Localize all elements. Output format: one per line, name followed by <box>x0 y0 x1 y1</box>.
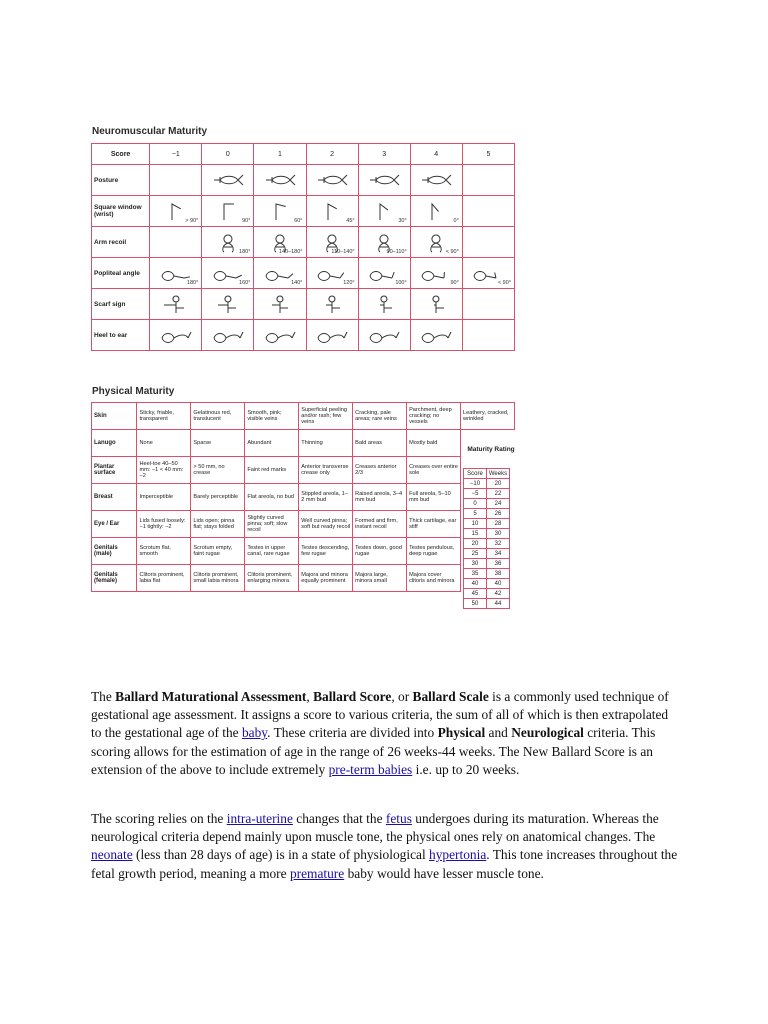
term-neurological: Neurological <box>511 725 584 741</box>
link-neonate[interactable]: neonate <box>91 847 133 863</box>
nm-row-label: Heel to ear <box>92 320 150 351</box>
maturity-row <box>464 489 510 499</box>
pm-row-plantar-surface <box>92 457 515 484</box>
maturity-score-cell: 20 <box>464 539 487 549</box>
nm-row-arm-recoil <box>92 227 515 258</box>
pm-cell: Cracking, pale areas; rare veins <box>353 403 407 430</box>
paragraph-scoring: The scoring relies on the intra-uterine changes that the fetus undergoes during its maturation. Whereas the neurological criteria depend mainly upon muscle tone, the physical ones rely on anatomical changes. The neonate (less than 28 days of age) is in a state of physiological hypertonia. This tone increases throughout the fetal growth period, meaning a more premature baby would have lesser muscle tone. <box>91 811 678 881</box>
maturity-weeks-cell: 38 <box>487 569 510 579</box>
scarf-sign-figure-icon <box>314 293 350 315</box>
nm-cell <box>410 165 462 196</box>
pm-cell: Flat areola, no bud <box>245 484 299 511</box>
nm-cell <box>254 165 306 196</box>
scarf-sign-figure-icon <box>418 293 454 315</box>
nm-row-label: Posture <box>92 165 150 196</box>
nm-degree-label: 110–140° <box>331 249 355 255</box>
maturity-score-cell: −10 <box>464 479 487 489</box>
maturity-row <box>464 549 510 559</box>
nm-cell <box>462 196 514 227</box>
pm-cell: Scrotum flat, smooth <box>137 538 191 565</box>
score-header-cell: 4 <box>410 144 462 165</box>
posture-figure-icon <box>366 169 402 191</box>
pm-cell: Majora large, minora small <box>353 565 407 592</box>
pm-row-label: Eye / Ear <box>92 511 137 538</box>
score-header-cell: 1 <box>254 144 306 165</box>
nm-cell <box>254 258 306 289</box>
heel-to-ear-figure-icon <box>262 324 298 346</box>
maturity-row <box>464 589 510 599</box>
pm-cell: Majora and minora equally prominent <box>299 565 353 592</box>
pm-row-genitals-male <box>92 538 515 565</box>
maturity-row <box>464 499 510 509</box>
pm-cell: Heel-toe 40–50 mm: −1 < 40 mm: −2 <box>137 457 191 484</box>
nm-degree-label: 160° <box>239 280 251 286</box>
nm-cell <box>462 258 514 289</box>
nm-degree-label: 120° <box>343 280 355 286</box>
nm-row-posture <box>92 165 515 196</box>
square-window-figure-icon <box>418 200 454 222</box>
pm-row-breast <box>92 484 515 511</box>
scarf-sign-figure-icon <box>262 293 298 315</box>
maturity-weeks-cell: 40 <box>487 579 510 589</box>
pm-cell: Scrotum empty, faint rugae <box>191 538 245 565</box>
pm-cell: Anterior transverse crease only <box>299 457 353 484</box>
nm-cell <box>306 320 358 351</box>
maturity-rating-title: Maturity Rating <box>467 446 515 453</box>
nm-cell <box>202 165 254 196</box>
nm-row-label: Scarf sign <box>92 289 150 320</box>
nm-cell <box>410 258 462 289</box>
nm-degree-label: 140° <box>291 280 303 286</box>
pm-row-genitals-female <box>92 565 515 592</box>
maturity-row <box>464 519 510 529</box>
pm-cell: Abundant <box>245 430 299 457</box>
link-preterm-babies[interactable]: pre-term babies <box>328 761 413 777</box>
nm-cell <box>150 258 202 289</box>
physical-table <box>91 402 515 592</box>
nm-row-label: Arm recoil <box>92 227 150 258</box>
nm-cell <box>462 289 514 320</box>
nm-cell <box>410 320 462 351</box>
square-window-figure-icon <box>366 200 402 222</box>
pm-cell: > 50 mm, no crease <box>191 457 245 484</box>
nm-cell <box>150 227 202 258</box>
pm-cell: Thinning <box>299 430 353 457</box>
nm-cell <box>410 289 462 320</box>
pm-row-label: Lanugo <box>92 430 137 457</box>
nm-degree-label: 90° <box>450 280 459 286</box>
maturity-rating-table <box>463 468 510 609</box>
maturity-weeks-cell: 26 <box>487 509 510 519</box>
pm-cell: Thick cartilage, ear stiff <box>407 511 461 538</box>
nm-cell <box>254 289 306 320</box>
maturity-weeks-cell: 32 <box>487 539 510 549</box>
pm-cell: Gelatinous red, translucent <box>191 403 245 430</box>
score-header-cell: Score <box>92 144 150 165</box>
term-ballard-score: Ballard Score <box>313 689 392 704</box>
nm-degree-label: < 90° <box>445 249 459 255</box>
nm-cell <box>358 165 410 196</box>
nm-row-scarf-sign <box>92 289 515 320</box>
nm-degree-label: > 90° <box>185 218 199 224</box>
maturity-row <box>464 559 510 569</box>
maturity-weeks-cell: 42 <box>487 589 510 599</box>
pm-row-lanugo <box>92 430 515 457</box>
maturity-score-cell: 0 <box>464 499 487 509</box>
pm-cell: Clitoris prominent, labia flat <box>137 565 191 592</box>
pm-cell: Sparse <box>191 430 245 457</box>
pm-cell: Stippled areola, 1–2 mm bud <box>299 484 353 511</box>
pm-row-label: Plantar surface <box>92 457 137 484</box>
pm-cell: Slightly curved pinna; soft; slow recoil <box>245 511 299 538</box>
square-window-figure-icon <box>262 200 298 222</box>
nm-cell <box>202 227 254 258</box>
nm-cell <box>254 320 306 351</box>
nm-degree-label: < 90° <box>497 280 511 286</box>
pm-cell: Imperceptible <box>137 484 191 511</box>
pm-row-skin <box>92 403 515 430</box>
neuromuscular-table <box>91 143 515 351</box>
nm-degree-label: 100° <box>395 280 407 286</box>
pm-cell: Formed and firm, instant recoil <box>353 511 407 538</box>
nm-row-heel-to-ear <box>92 320 515 351</box>
pm-row-eye-ear <box>92 511 515 538</box>
term-ballard-assessment: Ballard Maturational Assessment <box>115 689 307 704</box>
nm-cell <box>358 289 410 320</box>
neuromuscular-title: Neuromuscular Maturity <box>92 126 208 137</box>
nm-cell <box>306 258 358 289</box>
maturity-row <box>464 529 510 539</box>
link-hypertonia[interactable]: hypertonia <box>429 847 487 863</box>
pm-cell: Testes down, good rugae <box>353 538 407 565</box>
nm-cell <box>202 196 254 227</box>
pm-cell: Majora cover clitoris and minora <box>407 565 461 592</box>
maturity-weeks-cell: 36 <box>487 559 510 569</box>
maturity-score-cell: 50 <box>464 599 487 609</box>
pm-cell: Parchment, deep cracking; no vessels <box>407 403 461 430</box>
posture-figure-icon <box>210 169 246 191</box>
nm-cell <box>202 258 254 289</box>
nm-row-label: Square window (wrist) <box>92 196 150 227</box>
posture-figure-icon <box>262 169 298 191</box>
link-fetus[interactable]: fetus <box>385 811 412 826</box>
nm-cell <box>306 196 358 227</box>
scarf-sign-figure-icon <box>158 293 194 315</box>
nm-cell <box>150 289 202 320</box>
maturity-weeks-cell: 24 <box>487 499 510 509</box>
heel-to-ear-figure-icon <box>366 324 402 346</box>
maturity-weeks-cell: 20 <box>487 479 510 489</box>
pm-cell: Barely perceptible <box>191 484 245 511</box>
link-intra-uterine[interactable]: intra-uterine <box>226 811 293 826</box>
pm-cell: Faint red marks <box>245 457 299 484</box>
maturity-weeks-cell: 28 <box>487 519 510 529</box>
maturity-score-cell: 40 <box>464 579 487 589</box>
pm-cell: Lids fused loosely: −1 tightly: −2 <box>137 511 191 538</box>
maturity-score-cell: 5 <box>464 509 487 519</box>
nm-degree-label: 140–180° <box>278 249 303 255</box>
pm-row-label: Genitals (male) <box>92 538 137 565</box>
nm-degree-label: 0° <box>453 218 459 224</box>
term-physical: Physical <box>437 725 486 741</box>
maturity-row <box>464 509 510 519</box>
nm-cell <box>462 165 514 196</box>
paragraph-intro: The Ballard Maturational Assessment, Ballard Score, or Ballard Scale is a commonly used technique of gestational age assessment. It assigns a score to various criteria, the sum of all of which is then extrapolated to the gestational age of the baby. These criteria are divided into Physical and Neurological criteria. This scoring allows for the estimation of age in the range of 26 weeks-44 weeks. The New Ballard Score is an extension of the above to include extremely pre-term babies i.e. up to 20 weeks. <box>91 689 669 777</box>
pm-cell: Raised areola, 3–4 mm bud <box>353 484 407 511</box>
maturity-row <box>464 569 510 579</box>
nm-cell <box>358 227 410 258</box>
score-header-cell: 3 <box>358 144 410 165</box>
nm-degree-label: 180° <box>239 249 251 255</box>
nm-cell <box>306 165 358 196</box>
nm-cell <box>462 227 514 258</box>
maturity-weeks-cell: 44 <box>487 599 510 609</box>
scarf-sign-figure-icon <box>210 293 246 315</box>
link-baby[interactable]: baby <box>241 725 268 741</box>
posture-figure-icon <box>314 169 350 191</box>
pm-cell: Testes in upper canal, rare rugae <box>245 538 299 565</box>
nm-cell <box>202 289 254 320</box>
physical-title: Physical Maturity <box>92 386 175 397</box>
pm-cell: Lids open; pinna flat; stays folded <box>191 511 245 538</box>
nm-cell <box>462 320 514 351</box>
pm-cell: Testes pendulous, deep rugae <box>407 538 461 565</box>
nm-cell <box>358 320 410 351</box>
nm-cell <box>202 320 254 351</box>
maturity-score-cell: 30 <box>464 559 487 569</box>
maturity-header-row <box>464 469 510 479</box>
maturity-header-cell: Score <box>464 469 487 479</box>
pm-cell: Clitoris prominent, enlarging minora <box>245 565 299 592</box>
pm-cell: Well curved pinna; soft but ready recoil <box>299 511 353 538</box>
pm-row-label: Breast <box>92 484 137 511</box>
nm-cell <box>150 165 202 196</box>
pm-cell: Superficial peeling and/or rash; few veins <box>299 403 353 430</box>
nm-degree-label: 30° <box>398 218 407 224</box>
maturity-score-cell: 15 <box>464 529 487 539</box>
maturity-weeks-cell: 34 <box>487 549 510 559</box>
nm-cell <box>306 227 358 258</box>
score-header-cell: 0 <box>202 144 254 165</box>
nm-cell <box>358 258 410 289</box>
pm-cell: Creases over entire sole <box>407 457 461 484</box>
maturity-score-cell: 10 <box>464 519 487 529</box>
popliteal-angle-figure-icon <box>418 262 454 284</box>
square-window-figure-icon <box>314 200 350 222</box>
maturity-row <box>464 479 510 489</box>
pm-cell: None <box>137 430 191 457</box>
maturity-weeks-cell: 30 <box>487 529 510 539</box>
term-ballard-scale: Ballard Scale <box>412 689 489 704</box>
maturity-score-cell: −5 <box>464 489 487 499</box>
nm-degree-label: 90–110° <box>386 249 407 255</box>
heel-to-ear-figure-icon <box>418 324 454 346</box>
pm-cell: Smooth, pink; visible veins <box>245 403 299 430</box>
nm-cell <box>306 289 358 320</box>
square-window-figure-icon <box>210 200 246 222</box>
score-header-cell: −1 <box>150 144 202 165</box>
pm-cell: Bald areas <box>353 430 407 457</box>
nm-row-popliteal-angle <box>92 258 515 289</box>
nm-cell <box>150 196 202 227</box>
maturity-row <box>464 599 510 609</box>
maturity-row <box>464 579 510 589</box>
maturity-weeks-cell: 22 <box>487 489 510 499</box>
nm-degree-label: 90° <box>242 218 251 224</box>
pm-cell: Creases anterior 2/3 <box>353 457 407 484</box>
nm-cell <box>254 227 306 258</box>
nm-cell <box>410 227 462 258</box>
nm-degree-label: 60° <box>294 218 303 224</box>
score-header-cell: 2 <box>306 144 358 165</box>
score-header-row <box>92 144 515 165</box>
posture-figure-icon <box>418 169 454 191</box>
heel-to-ear-figure-icon <box>158 324 194 346</box>
pm-cell: Mostly bald <box>407 430 461 457</box>
nm-cell <box>410 196 462 227</box>
maturity-score-cell: 35 <box>464 569 487 579</box>
pm-cell: Sticky, friable, transparent <box>137 403 191 430</box>
nm-cell <box>254 196 306 227</box>
maturity-score-cell: 25 <box>464 549 487 559</box>
heel-to-ear-figure-icon <box>314 324 350 346</box>
pm-cell: Full areola, 5–10 mm bud <box>407 484 461 511</box>
maturity-row <box>464 539 510 549</box>
link-premature[interactable]: premature <box>289 865 345 881</box>
pm-cell: Testes descending, few rugae <box>299 538 353 565</box>
nm-degree-label: 180° <box>186 280 199 286</box>
maturity-score-cell: 45 <box>464 589 487 599</box>
maturity-header-cell: Weeks <box>487 469 510 479</box>
heel-to-ear-figure-icon <box>210 324 246 346</box>
pm-cell: Leathery, cracked, wrinkled <box>461 403 515 430</box>
nm-cell <box>358 196 410 227</box>
nm-row-square-window <box>92 196 515 227</box>
scarf-sign-figure-icon <box>366 293 402 315</box>
nm-row-label: Popliteal angle <box>92 258 150 289</box>
pm-row-label: Skin <box>92 403 137 430</box>
score-header-cell: 5 <box>462 144 514 165</box>
nm-cell <box>150 320 202 351</box>
pm-cell: Clitoris prominent, small labia minora <box>191 565 245 592</box>
nm-degree-label: 45° <box>346 218 355 224</box>
pm-row-label: Genitals (female) <box>92 565 137 592</box>
